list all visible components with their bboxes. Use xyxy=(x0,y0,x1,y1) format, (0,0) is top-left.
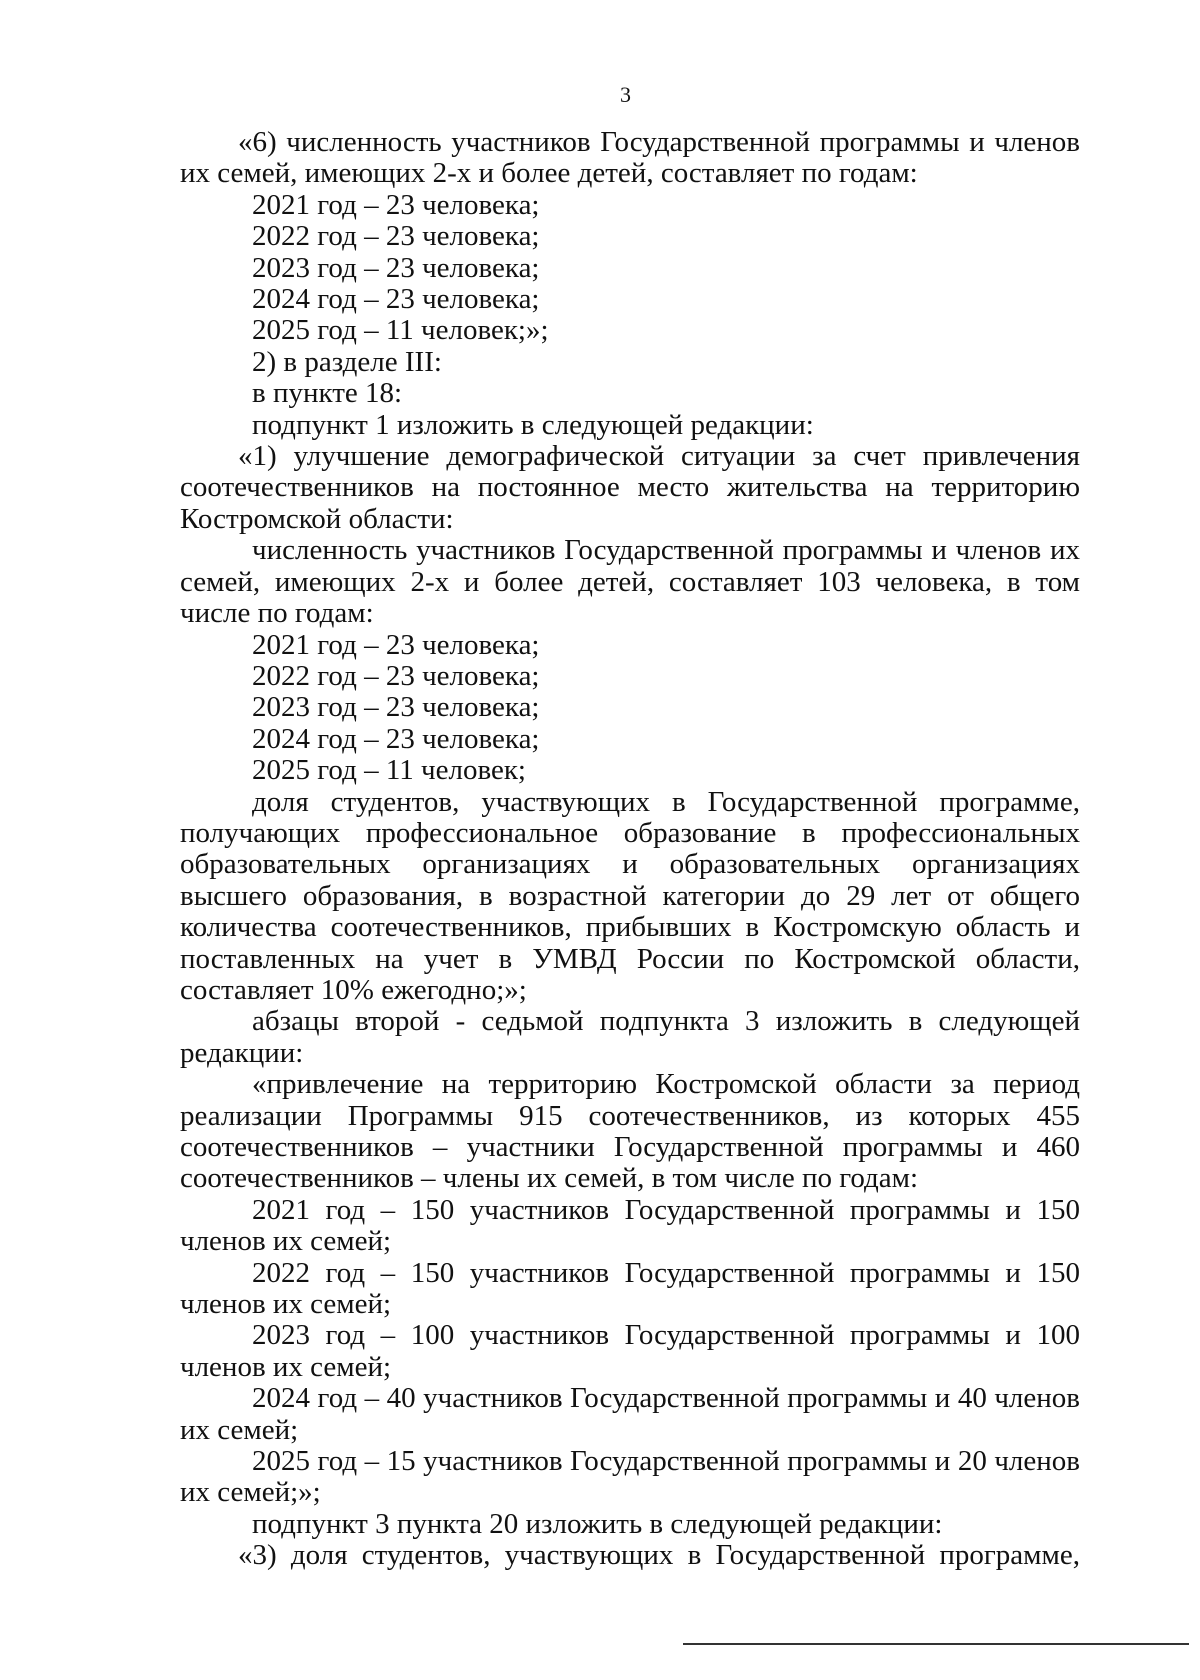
paragraph: «привлечение на территорию Костромской области за период реализации Программы 915 соотечественников, из которых 455 соотечественников – участники Государственной программы и 460 соотечественников – члены их семей, в том числе по годам: xyxy=(180,1068,1080,1195)
page-number: 3 xyxy=(620,82,631,107)
paragraph: численность участников Государственной программы и членов их семей, имеющих 2-х и более детей, составляет 103 человека, в том числе по годам: xyxy=(180,534,1080,630)
paragraph: «1) улучшение демографической ситуации за счет привлечения соотечественников на постоянное место жительства на территорию Костромской области: xyxy=(180,440,1080,535)
list-line: 2022 год – 23 человека; xyxy=(252,220,540,253)
document-body xyxy=(180,127,1080,1572)
list-line: 2) в разделе III: xyxy=(252,345,442,378)
paragraph: 2025 год – 15 участников Государственной программы и 20 членов их семей;»; xyxy=(180,1445,1080,1509)
list-line: в пункте 18: xyxy=(252,377,403,410)
paragraph: «3) доля студентов, участвующих в Государственной программе, xyxy=(238,1539,1080,1572)
list-line: 2021 год – 23 человека; xyxy=(252,628,540,661)
list-line: 2023 год – 23 человека; xyxy=(252,251,540,284)
list-line: подпункт 1 изложить в следующей редакции: xyxy=(252,408,814,441)
list-line: 2022 год – 23 человека; xyxy=(252,659,540,692)
paragraph: доля студентов, участвующих в Государственной программе, получающих профессиональное образование в профессиональных образовательных организациях и образовательных организациях высшего образования, в возрастной категории до 29 лет от общего количества соотечественников, прибывших в Костромскую область и поставленных на учет в УМВД России по Костромской области, составляет 10% ежегодно;»; xyxy=(180,785,1080,1006)
paragraph: 2023 год – 100 участников Государственной программы и 100 членов их семей; xyxy=(180,1319,1080,1383)
list-line: 2021 год – 23 человека; xyxy=(252,188,540,221)
list-line: 2023 год – 23 человека; xyxy=(252,691,540,724)
list-line: 2024 год – 23 человека; xyxy=(252,722,540,755)
list-line: 2025 год – 11 человек;»; xyxy=(252,314,549,347)
footer-rule xyxy=(683,1643,1189,1645)
list-line: 2024 год – 23 человека; xyxy=(252,283,540,316)
paragraph: абзацы второй - седьмой подпункта 3 изложить в следующей редакции: xyxy=(180,1005,1080,1069)
paragraph: 2022 год – 150 участников Государственной программы и 150 членов их семей; xyxy=(180,1256,1080,1321)
paragraph: 2021 год – 150 участников Государственной программы и 150 членов их семей; xyxy=(180,1193,1080,1258)
list-line: 2025 год – 11 человек; xyxy=(252,754,526,787)
list-line: подпункт 3 пункта 20 изложить в следующей редакции: xyxy=(252,1507,943,1540)
paragraph: 2024 год – 40 участников Государственной программы и 40 членов их семей; xyxy=(180,1382,1080,1446)
paragraph: «6) численность участников Государственной программы и членов их семей, имеющих 2-х и более детей, составляет по годам: xyxy=(180,126,1080,190)
